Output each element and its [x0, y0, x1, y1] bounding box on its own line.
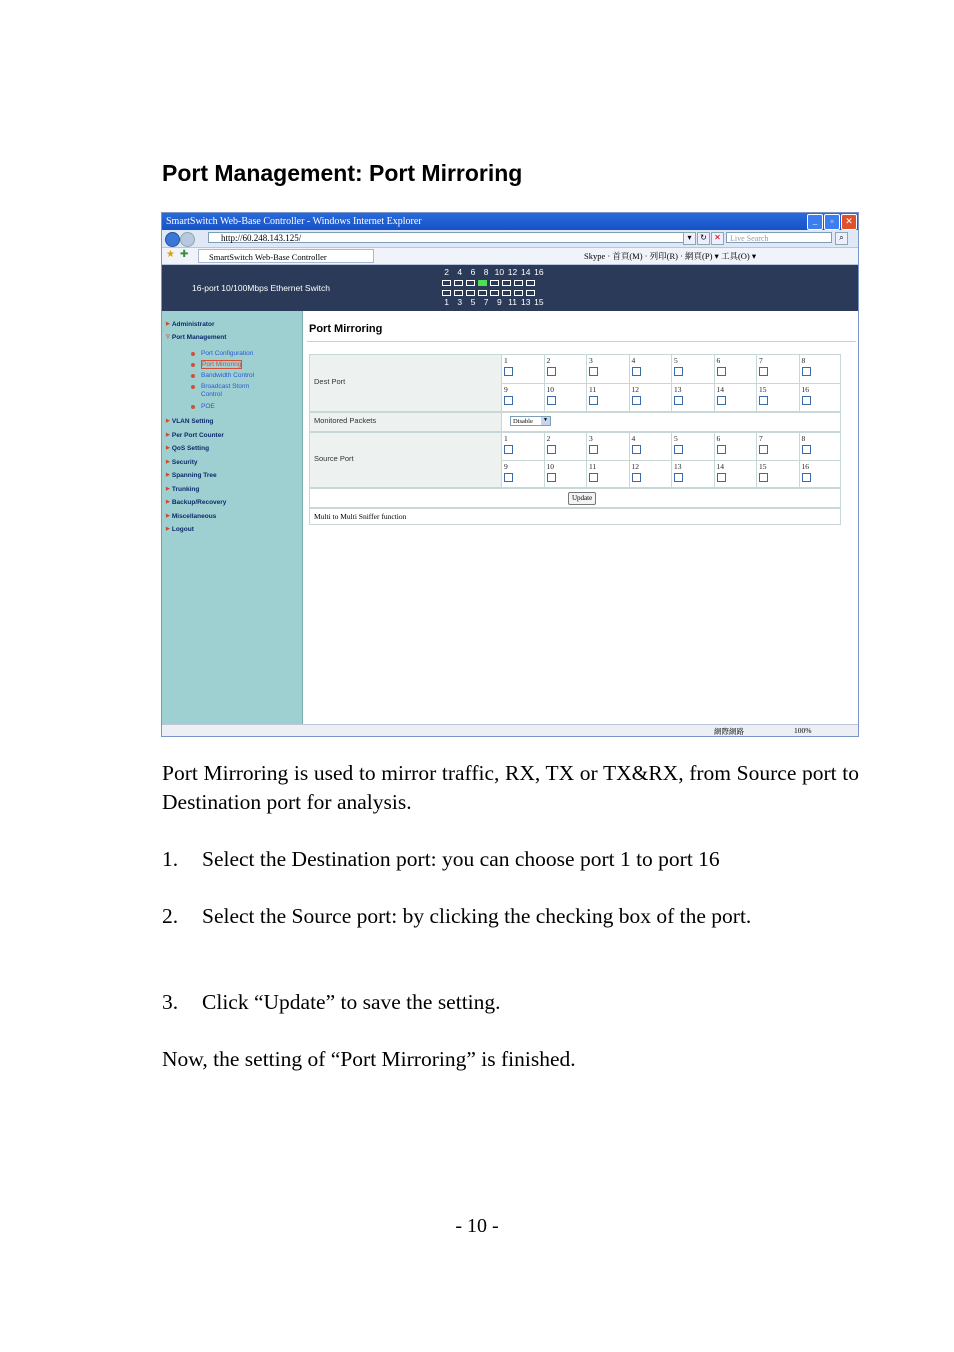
dest-port-cell [586, 354, 629, 383]
sidebar-sub-bandwidth-control[interactable]: Bandwidth Control [201, 372, 255, 379]
section-heading: Port Management: Port Mirroring [162, 160, 523, 186]
dest-port-label: 2 [546, 356, 551, 365]
port-number: 5 [470, 297, 476, 307]
dropdown-icon[interactable]: ▾ [683, 232, 696, 245]
port-number: 13 [520, 297, 531, 307]
source-port-cell [586, 460, 629, 488]
source-port-checkbox[interactable] [589, 445, 598, 454]
dest-port-label: 14 [716, 385, 724, 394]
port-led [514, 290, 523, 296]
intro-paragraph: Port Mirroring is used to mirror traffic, RX, TX or TX&RX, from Source port to Destination port for analysis. [162, 761, 859, 814]
source-port-cell [501, 432, 544, 460]
search-input[interactable]: Live Search [726, 232, 832, 243]
source-port-label: 1 [504, 434, 508, 443]
port-led [490, 280, 499, 286]
dest-port-checkbox[interactable] [717, 367, 726, 376]
source-port-checkbox[interactable] [547, 445, 556, 454]
dest-port-cell [501, 383, 544, 412]
monitored-packets-select[interactable]: Disable ▼ [510, 416, 551, 426]
source-port-label: 3 [589, 434, 593, 443]
sidebar-item-spanning-tree[interactable]: ▶ Spanning Tree [166, 472, 217, 479]
dest-port-checkbox[interactable] [547, 396, 556, 405]
port-number: 2 [444, 267, 449, 277]
port-number: 1 [444, 297, 449, 307]
dest-port-checkbox[interactable] [589, 367, 598, 376]
source-port-cell [756, 432, 799, 460]
dest-port-cell [714, 354, 757, 383]
dest-port-cell [544, 383, 587, 412]
dest-port-label: 7 [759, 356, 763, 365]
title-divider [307, 341, 856, 342]
sniffer-note-row [309, 508, 841, 525]
tab-bar [162, 248, 858, 265]
forward-icon[interactable] [180, 232, 195, 247]
port-led [526, 290, 535, 296]
step-number: 3. [162, 990, 179, 1014]
port-number: 4 [457, 267, 463, 277]
source-port-cell [714, 432, 757, 460]
closing-paragraph: Now, the setting of “Port Mirroring” is finished. [162, 1047, 576, 1071]
port-number: 3 [457, 297, 463, 307]
port-led [442, 290, 451, 296]
port-number: 16 [534, 267, 544, 277]
source-port-cell [671, 460, 714, 488]
source-port-label: 16 [801, 462, 809, 471]
port-led [502, 280, 511, 286]
status-bar [162, 724, 858, 737]
dest-port-label: 4 [631, 356, 636, 365]
source-port-cell [629, 460, 672, 488]
sidebar-item-administrator[interactable]: ▶ Administrator [166, 321, 214, 328]
dest-port-checkbox[interactable] [632, 396, 641, 405]
source-port-checkbox[interactable] [632, 473, 641, 482]
dest-port-label: 15 [759, 385, 767, 394]
source-port-checkbox[interactable] [504, 473, 513, 482]
sidebar-item-security[interactable]: ▶ Security [166, 459, 198, 466]
dest-port-cell [629, 383, 672, 412]
source-port-label: 12 [631, 462, 639, 471]
sidebar-item-counter[interactable]: ▶ Per Port Counter [166, 432, 224, 439]
step-text: Select the Source port: by clicking the checking box of the port. [202, 904, 752, 928]
back-icon[interactable] [165, 232, 180, 247]
step-number: 2. [162, 904, 179, 928]
dest-port-cell [799, 354, 842, 383]
dest-port-checkbox[interactable] [759, 396, 768, 405]
source-port-checkbox[interactable] [632, 445, 641, 454]
page-number: - 10 - [455, 1215, 499, 1237]
dest-port-cell [714, 383, 757, 412]
source-port-label: 8 [801, 434, 806, 443]
dest-port-label: 11 [589, 385, 597, 394]
source-port-cell [629, 432, 672, 460]
window-title: SmartSwitch Web-Base Controller - Windows Internet Explorer [166, 216, 422, 227]
source-port-checkbox[interactable] [802, 445, 811, 454]
source-port-label: 9 [504, 462, 508, 471]
dest-port-cell [799, 383, 842, 412]
dest-port-checkbox[interactable] [717, 396, 726, 405]
port-number: 11 [508, 297, 517, 307]
source-port-checkbox[interactable] [674, 473, 683, 482]
source-port-cell [586, 432, 629, 460]
dest-port-label: 5 [674, 356, 678, 365]
dest-port-checkbox[interactable] [802, 396, 811, 405]
dest-port-cell [501, 354, 544, 383]
search-icon[interactable]: ⌕ [835, 232, 848, 245]
port-led [478, 280, 487, 286]
source-port-checkbox[interactable] [759, 473, 768, 482]
dest-port-label: 16 [801, 385, 809, 394]
dest-port-checkbox[interactable] [504, 367, 513, 376]
source-port-checkbox[interactable] [674, 445, 683, 454]
status-zoom[interactable]: 100% [794, 726, 812, 735]
source-port-cell [799, 432, 842, 460]
dest-port-label: 10 [546, 385, 554, 394]
source-port-label: 15 [759, 462, 767, 471]
sidebar-item-logout[interactable]: ▶ Logout [166, 526, 194, 533]
port-number: 15 [534, 297, 544, 307]
source-port-label: 6 [716, 434, 721, 443]
source-port-checkbox[interactable] [504, 445, 513, 454]
dest-port-cell [671, 354, 714, 383]
minimize-icon[interactable]: _ [807, 214, 823, 230]
maximize-icon[interactable]: ▫ [824, 214, 840, 230]
source-port-label: 14 [716, 462, 724, 471]
screenshot-figure [161, 212, 859, 737]
port-led [454, 280, 463, 286]
sniffer-note: Multi to Multi Sniffer function [314, 512, 407, 521]
sidebar-sub-port-configuration[interactable]: Port Configuration [201, 350, 254, 357]
source-port-cell [544, 432, 587, 460]
source-port-label: 2 [546, 434, 551, 443]
source-port-checkbox[interactable] [589, 473, 598, 482]
banner-title: 16-port 10/100Mbps Ethernet Switch [192, 283, 330, 293]
command-bar[interactable]: Skype · 首頁(M) · 列印(R) · 網頁(P) ▾ 工具(O) ▾ [584, 251, 757, 261]
source-port-cell [799, 460, 842, 488]
port-led [454, 290, 463, 296]
address-bar [162, 230, 858, 248]
dest-port-checkbox[interactable] [632, 367, 641, 376]
port-number: 8 [483, 267, 489, 277]
dest-port-checkbox[interactable] [589, 396, 598, 405]
url-input[interactable]: http://60.248.143.125/ [208, 232, 693, 243]
dest-port-label: 3 [589, 356, 593, 365]
port-number: 12 [507, 267, 518, 277]
source-port-group [309, 432, 841, 488]
status-zone: 網際網路 [714, 727, 744, 736]
dest-port-checkbox[interactable] [504, 396, 513, 405]
port-led [466, 280, 475, 286]
port-led [490, 290, 499, 296]
source-port-cell [501, 460, 544, 488]
dest-port-cell [544, 354, 587, 383]
add-favorite-icon[interactable]: ✚ [180, 249, 189, 260]
source-port-checkbox[interactable] [547, 473, 556, 482]
dest-port-cell [586, 383, 629, 412]
sidebar-item-backup[interactable]: ▶ Backup/Recovery [166, 499, 226, 506]
sidebar-item-qos[interactable]: ▶ QoS Setting [166, 445, 209, 452]
sidebar-menu [162, 311, 303, 724]
source-port-cell [544, 460, 587, 488]
source-port-label: 11 [589, 462, 597, 471]
source-port-label: 5 [674, 434, 678, 443]
dest-port-label: 12 [631, 385, 639, 394]
dest-port-cell [671, 383, 714, 412]
sidebar-sub-poe[interactable]: POE [201, 403, 215, 410]
step-text: Select the Destination port: you can choose port 1 to port 16 [202, 847, 720, 871]
dest-port-checkbox[interactable] [674, 367, 683, 376]
source-port-cell [714, 460, 757, 488]
update-button[interactable]: Update [568, 492, 596, 505]
tab-smartswitch[interactable]: SmartSwitch Web-Base Controller [198, 249, 374, 263]
source-port-label: 7 [759, 434, 763, 443]
sidebar-item-port-management[interactable]: ▽ Port Management [166, 334, 226, 341]
step-number: 1. [162, 847, 179, 871]
dest-port-cell [756, 354, 799, 383]
source-port-checkbox[interactable] [717, 473, 726, 482]
source-port-cell [756, 460, 799, 488]
port-led [502, 290, 511, 296]
port-number: 9 [496, 297, 502, 307]
sidebar-item-vlan[interactable]: ▶ VLAN Setting [166, 418, 213, 425]
update-row [309, 488, 841, 508]
dest-port-checkbox[interactable] [547, 367, 556, 376]
sidebar-item-misc[interactable]: ▶ Miscellaneous [166, 513, 216, 520]
port-number: 14 [520, 267, 531, 277]
source-port-label: 13 [674, 462, 682, 471]
dest-port-cell [756, 383, 799, 412]
dest-port-label: 6 [716, 356, 721, 365]
sidebar-sub-broadcast-storm[interactable]: Broadcast Storm Control [201, 383, 250, 398]
switch-banner [162, 265, 858, 311]
dest-port-label: Dest Port [310, 355, 502, 411]
refresh-icon[interactable]: ↻ [697, 232, 710, 245]
source-port-label: Source Port [310, 433, 502, 487]
dest-port-label: 9 [504, 385, 508, 394]
port-led [478, 290, 487, 296]
source-port-checkbox[interactable] [802, 473, 811, 482]
source-port-checkbox[interactable] [759, 445, 768, 454]
stop-icon[interactable]: ✕ [711, 232, 724, 245]
port-number: 6 [470, 267, 476, 277]
panel-title: Port Mirroring [309, 323, 383, 335]
main-panel [303, 311, 858, 724]
step-text: Click “Update” to save the setting. [202, 990, 501, 1014]
source-port-label: 10 [546, 462, 554, 471]
source-port-cell [671, 432, 714, 460]
port-number: 10 [494, 267, 505, 277]
dest-port-checkbox[interactable] [802, 367, 811, 376]
close-icon[interactable]: ✕ [841, 214, 857, 230]
port-led [526, 280, 535, 286]
dest-port-label: 13 [674, 385, 682, 394]
port-led [442, 280, 451, 286]
port-led [514, 280, 523, 286]
port-led [466, 290, 475, 296]
dest-port-checkbox[interactable] [759, 367, 768, 376]
window-titlebar [162, 213, 858, 230]
sidebar-item-trunking[interactable]: ▶ Trunking [166, 486, 199, 493]
dest-port-checkbox[interactable] [674, 396, 683, 405]
dest-port-group [309, 354, 841, 412]
sidebar-sub-port-mirroring[interactable]: Port Mirroring [202, 361, 242, 368]
dest-port-cell [629, 354, 672, 383]
source-port-label: 4 [631, 434, 636, 443]
monitored-packets-label: Monitored Packets [310, 413, 502, 431]
dest-port-label: 1 [504, 356, 508, 365]
monitored-packets-row [309, 412, 841, 432]
select-arrow-icon: ▼ [541, 417, 550, 425]
source-port-checkbox[interactable] [717, 445, 726, 454]
port-number: 7 [483, 297, 489, 307]
dest-port-label: 8 [801, 356, 806, 365]
favorites-star-icon[interactable]: ★ [166, 249, 175, 260]
port-status-panel [440, 267, 546, 309]
